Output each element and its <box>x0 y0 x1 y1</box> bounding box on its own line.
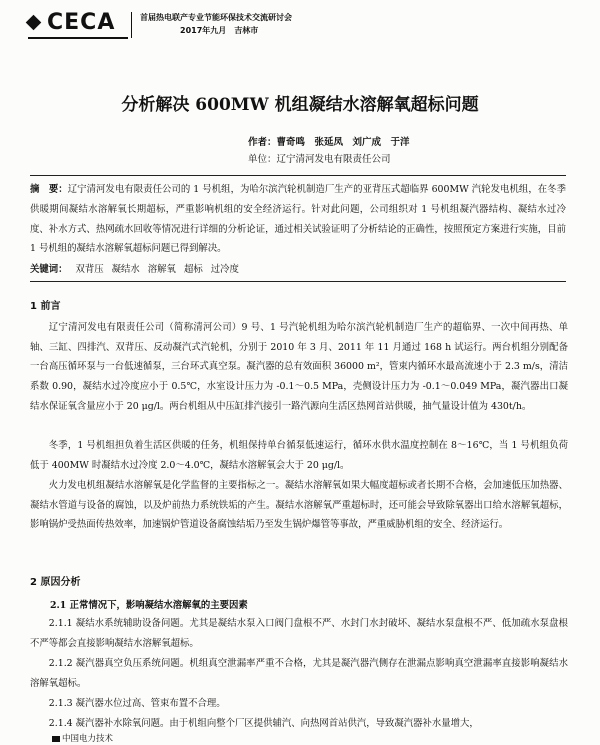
keywords-label: 关键词： <box>30 264 68 275</box>
footer-mark <box>52 736 60 742</box>
abstract-text: 辽宁清河发电有限责任公司的 1 号机组，为哈尔滨汽轮机制造厂生产的亚背压式超临界 600MW 汽轮发电机组，在冬季供暖期间凝结水溶解氧长期超标，严重影响机组的安全经济运行。针对此问题，公司组织对 1 号机组凝汽器结构、凝结水过冷度、补水方式、热网疏水回收等情况进行详细的分析论证，通过相关试验证明了分析结论的正确性，按照预定方案进行实施，目前 1 号机组的凝结水溶解氧超标问题已得到解决。 <box>30 184 566 255</box>
section-2-heading: 2 原因分析 <box>30 577 81 588</box>
affiliation: 单位：辽宁清河发电有限责任公司 <box>248 154 391 165</box>
keywords <box>30 261 566 275</box>
keyword: 双背压 <box>75 264 104 275</box>
conference-name: 首届热电联产专业节能环保技术交流研讨会 <box>140 13 292 22</box>
keyword: 凝结水 <box>111 264 140 275</box>
authors: 作者：曹奇鸣 张延凤 刘广成 于洋 <box>248 137 410 148</box>
item-2-1-4: 2.1.4 凝汽器补水除氧问题。由于机组向整个厂区提供辅汽、向热网首站供汽，导致凝汽器补水量增大， <box>48 718 479 729</box>
item-2-1-2: 2.1.2 凝汽器真空负压系统问题。机组真空泄漏率严重不合格，尤其是凝汽器汽侧存在泄漏点影响真空泄漏率直接影响凝结水溶解氧超标。 <box>30 658 568 689</box>
header-divider <box>131 12 132 38</box>
keyword: 超标 <box>183 264 203 275</box>
section-1-paragraph-3: 火力发电机组凝结水溶解氧是化学监督的主要指标之一。凝结水溶解氧如果大幅度超标或者长期不合格，会加速低压加热器、凝结水管道与设备的腐蚀，以及炉前热力系统铁垢的产生。凝结水溶解氧严重超标时，还可能会导致除氧器出口给水溶解氧超标，影响锅炉受热面传热效率，加速锅炉管道设备腐蚀结垢乃至发生锅炉爆管等事故，严重威胁机组的安全、经济运行。 <box>30 480 568 531</box>
keyword: 溶解氧 <box>147 264 176 275</box>
footer-text: 中国电力技术 <box>62 734 114 744</box>
abstract-bottom-rule <box>30 281 566 282</box>
logo-text: CECA <box>47 10 116 35</box>
ceca-logo <box>28 10 115 35</box>
logo-diamond-icon <box>26 15 42 31</box>
abstract-label: 摘 要： <box>30 184 68 195</box>
abstract <box>30 180 566 259</box>
paper-title: 分析解决 600MW 机组凝结水溶解氧超标问题 <box>121 95 479 115</box>
item-2-1-3: 2.1.3 凝汽器水位过高、管束布置不合理。 <box>48 698 226 709</box>
conference-date: 2017年九月 吉林市 <box>180 26 259 35</box>
section-1-paragraph-2: 冬季，1 号机组担负着生活区供暖的任务，机组保持单台循泵低速运行，循环水供水温度控制在 8～16℃，当 1 号机组负荷低于 400MW 时凝结水过冷度 2.0～4.0℃，凝结水溶解氧会大于 20 μg/l。 <box>30 440 568 471</box>
section-1-paragraph-1: 辽宁清河发电有限责任公司（简称清河公司）9 号、1 号汽轮机组为哈尔滨汽轮机制造厂生产的超临界、一次中间再热、单轴、三缸、四排汽、双背压、反动凝汽式汽轮机，分别于 2010 年 3 月、2011 年 11 月通过 168 h 试运行。两台机组分别配备一台高压循环泵与一台低速循泵，三台环式真空泵。凝汽器的总有效面积 36000 m²，管束内循环水最高流速小于 2.3 m/s，清洁系数 0.90，凝结水过冷度应小于 0.5℃，水室设计压力为 -0.1～0.5 MPa，壳侧设计压力为 -0.1～0.049 MPa，凝汽器出口凝结水保证氧含量应小于 20 μg/l。两台机组从中压缸排汽接引一路汽源向生活区热网首站供暖，抽气量设计值为 430t/h。 <box>30 322 568 412</box>
section-1-heading: 1 前言 <box>30 301 61 312</box>
logo-underline <box>28 37 128 39</box>
abstract-top-rule <box>30 175 566 176</box>
keyword: 过冷度 <box>210 264 239 275</box>
subsection-2-1-heading: 2.1 正常情况下，影响凝结水溶解氧的主要因素 <box>50 600 248 611</box>
item-2-1-1: 2.1.1 凝结水系统辅助设备问题。尤其是凝结水泵入口阀门盘根不严、水封门水封破坏、凝结水泵盘根不严、低加疏水泵盘根不严等都会直接影响凝结水溶解氧超标。 <box>30 618 568 649</box>
